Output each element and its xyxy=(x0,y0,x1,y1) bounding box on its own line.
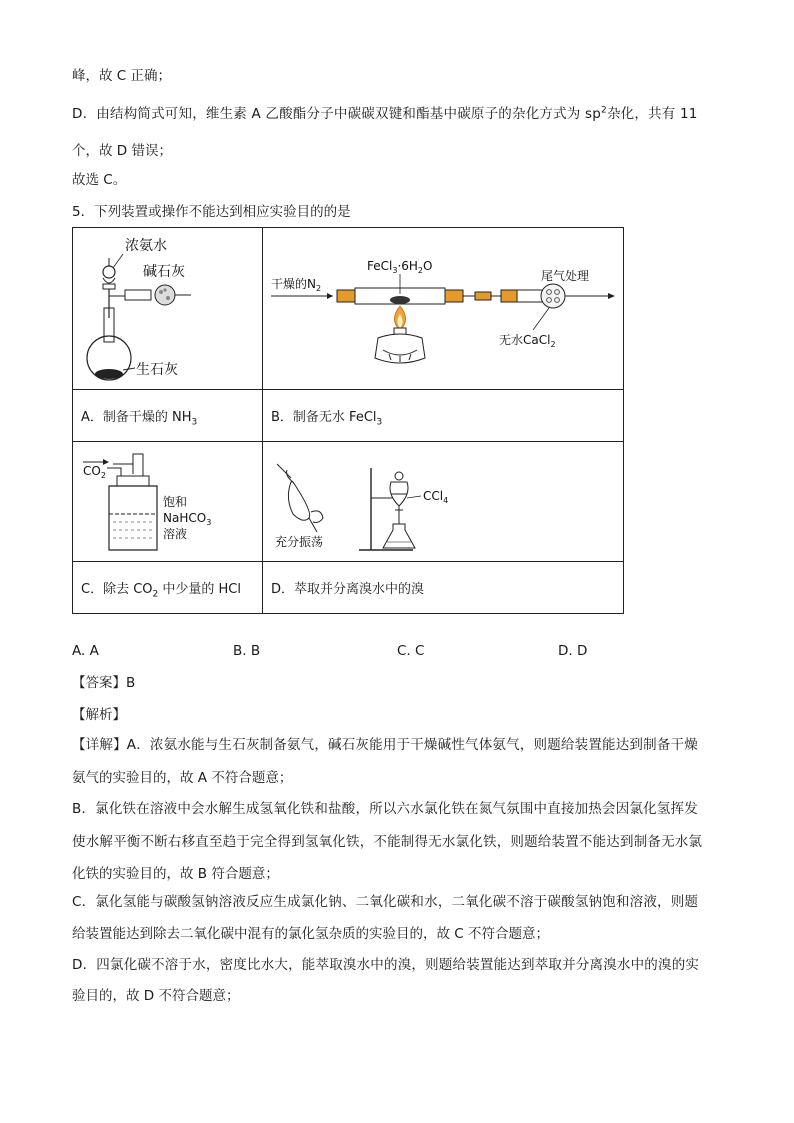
label-quicklime: 生石灰 xyxy=(136,362,178,378)
question-stem: 5．下列装置或操作不能达到相应实验目的的是 xyxy=(72,204,351,220)
label-solution: 溶液 xyxy=(163,527,188,541)
intro-line-2-tail: 杂化，共有 11 xyxy=(606,106,698,122)
label-tail-gas: 尾气处理 xyxy=(541,269,590,283)
caption-b: B．制备无水 FeCl$_3$ xyxy=(263,390,624,442)
option-c[interactable]: C. C xyxy=(397,643,425,659)
apparatus-a-cell xyxy=(73,228,263,390)
apparatus-d-cell xyxy=(263,442,624,562)
apparatus-c-cell xyxy=(73,442,263,562)
caption-a: A．制备干燥的 $NH_3$ xyxy=(73,390,263,442)
label-dry-n2: 干燥的$N_2$ xyxy=(271,277,322,293)
apparatus-b-cell xyxy=(263,228,624,390)
analysis-line: B．氯化铁在溶液中会水解生成氢氧化铁和盐酸，所以六水氯化铁在氮气氛围中直接加热会因氯化氢挥发 xyxy=(72,801,698,817)
label-soda-lime: 碱石灰 xyxy=(143,264,185,280)
analysis-line: 【详解】A．浓氨水能与生石灰制备氨气，碱石灰能用于干燥碱性气体氨气，则题给装置能达到制备干燥 xyxy=(72,737,698,753)
caption-d: D．萃取并分离溴水中的溴 xyxy=(263,562,624,614)
intro-line-2 xyxy=(72,104,698,124)
answer-label: 【答案】B xyxy=(72,675,136,691)
label-saturated: 饱和 xyxy=(163,495,188,509)
label-nahco3: NaHCO$_3$ xyxy=(163,511,212,527)
question-apparatus-table xyxy=(72,227,624,614)
label-ccl4: CCl$_4$ xyxy=(423,489,449,505)
option-a[interactable]: A. A xyxy=(72,643,99,659)
apparatus-c-diagram xyxy=(73,442,263,557)
analysis-line: D．四氯化碳不溶于水，密度比水大，能萃取溴水中的溴，则题给装置能达到萃取并分离溴水中的溴的实 xyxy=(72,957,700,973)
answer-options xyxy=(72,643,632,663)
analysis-line: 氨气的实验目的，故 A 不符合题意； xyxy=(72,770,293,786)
apparatus-d-diagram xyxy=(263,442,624,557)
intro-line-2-text: D．由结构简式可知，维生素 A 乙酸酯分子中碳碳双键和酯基中碳原子的杂化方式为 sp xyxy=(72,106,602,122)
apparatus-a-diagram xyxy=(73,228,263,385)
intro-line-3: 个，故 D 错误； xyxy=(72,143,172,159)
analysis-line: 给装置能达到除去二氧化碳中混有的氯化氢杂质的实验目的，故 C 不符合题意； xyxy=(72,926,550,942)
label-conc-ammonia: 浓氨水 xyxy=(125,238,167,254)
label-anhydrous-cacl2: 无水CaCl$_2$ xyxy=(499,333,556,349)
label-co2-in: $CO_2$ xyxy=(83,464,106,480)
analysis-line: 化铁的实验目的，故 B 符合题意； xyxy=(72,866,279,882)
intro-line-2-sup: 2 xyxy=(601,105,607,116)
analysis-line: 使水解平衡不断右移直至趋于完全得到氢氧化铁，不能制得无水氯化铁，则题给装置不能达到制备无水氯 xyxy=(72,834,703,850)
analysis-line: C．氯化氢能与碳酸氢钠溶液反应生成氯化钠、二氧化碳和水，二氧化碳不溶于碳酸氢钠饱和溶液，则题 xyxy=(72,894,699,910)
intro-line-4: 故选 C。 xyxy=(72,172,127,188)
label-shake: 充分振荡 xyxy=(275,535,324,549)
intro-line-1: 峰，故 C 正确； xyxy=(72,68,172,84)
apparatus-b-diagram xyxy=(263,228,624,385)
option-d[interactable]: D. D xyxy=(558,643,588,659)
analysis-label: 【解析】 xyxy=(72,707,126,723)
label-fecl3-hydrate: $FeCl_3\cdot 6H_2O$ xyxy=(367,259,433,275)
analysis-line: 验目的，故 D 不符合题意； xyxy=(72,988,240,1004)
caption-c: C．除去 $CO_2$ 中少量的 HCl xyxy=(73,562,263,614)
option-b[interactable]: B. B xyxy=(233,643,261,659)
